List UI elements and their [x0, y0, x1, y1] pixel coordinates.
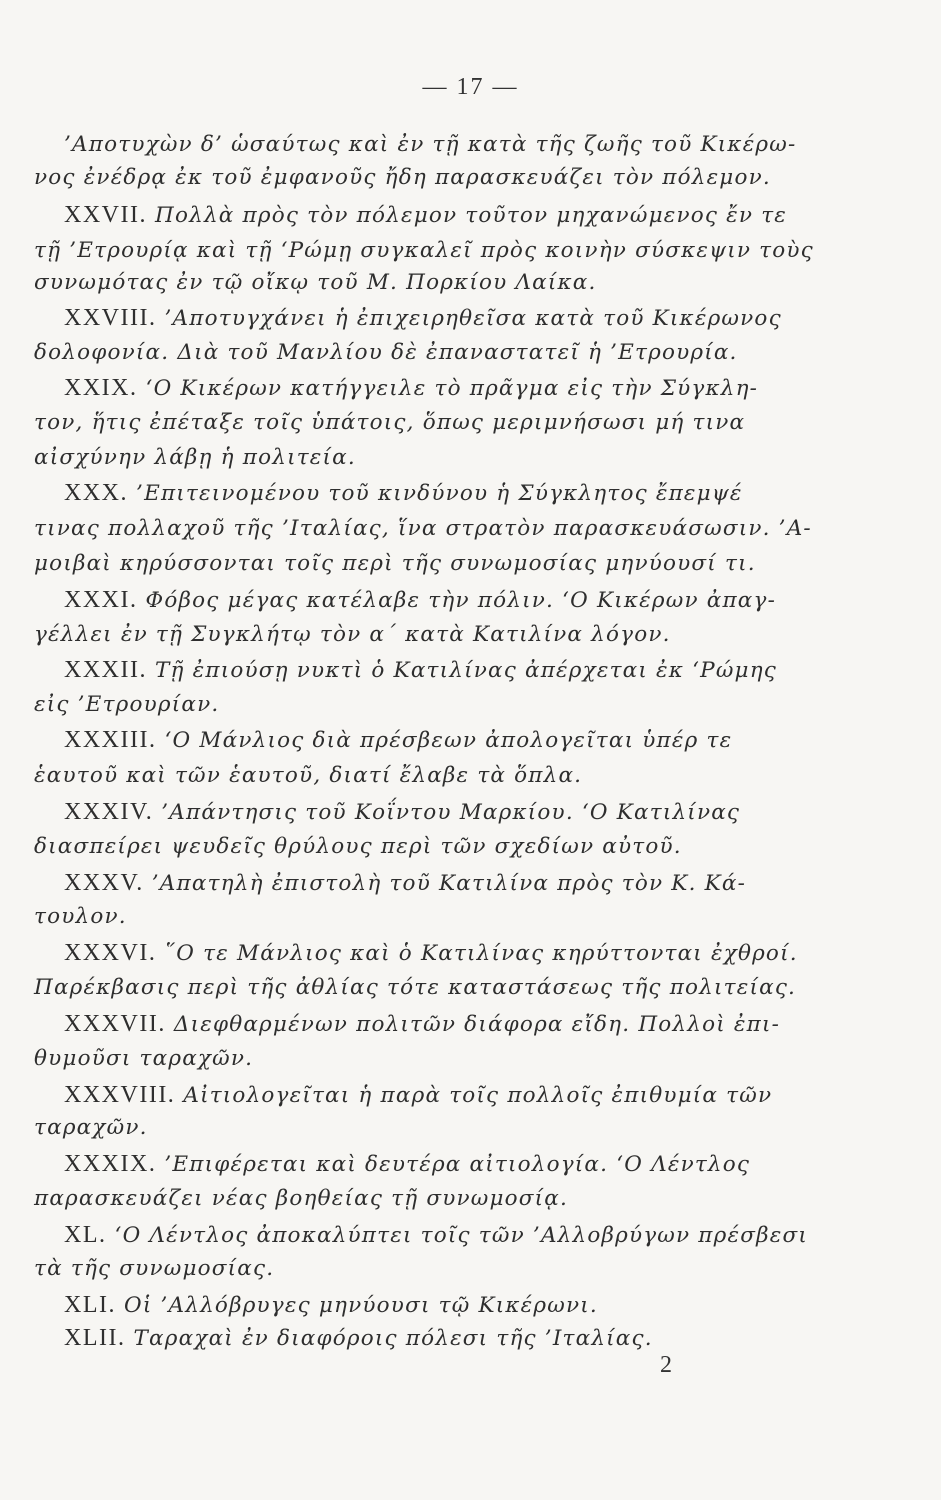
chapter-summary-line	[64, 478, 798, 509]
line-text: τὰ τῆς συνωμοσίας.	[34, 1256, 275, 1281]
text-line	[34, 832, 768, 862]
line-text: Οἱ ’Αλλόβρυγες μηνύουσι τῷ Κικέρωνι.	[115, 1293, 598, 1318]
text-line	[34, 1044, 768, 1074]
text-line	[34, 443, 768, 473]
line-text: ῞Ο τε Μάνλιος καὶ ὁ Κατιλίνας κηρύττονται ἐχθροί.	[156, 941, 798, 966]
line-text: ’Αποτυγχάνει ἡ ἐπιχειρηθεῖσα κατὰ τοῦ Κικέρωνος	[156, 306, 782, 331]
chapter-summary-line	[64, 303, 798, 334]
chapter-number: XXVIII.	[64, 305, 157, 331]
chapter-summary-line	[64, 725, 798, 756]
line-text: Φόβος μέγας κατέλαβε τὴν πόλιν. ‘Ο Κικέρων ἀπαγ-	[137, 588, 777, 613]
line-text: δολοφονία. Διὰ τοῦ Μανλίου δὲ ἐπαναστατεῖ ἡ ’Ετρουρία.	[34, 340, 738, 365]
text-line	[34, 1254, 768, 1284]
text-line	[34, 514, 812, 544]
text-line	[34, 1184, 768, 1214]
line-text: εἰς ’Ετρουρίαν.	[34, 692, 220, 717]
chapter-number: XXXV.	[64, 870, 144, 896]
line-text: τουλον.	[34, 904, 127, 929]
chapter-number: XXXII.	[64, 657, 147, 683]
line-text: ’Αποτυχὼν δ’ ὡσαύτως καὶ ἐν τῇ κατὰ τῆς ζωῆς τοῦ Κικέρω-	[64, 132, 797, 157]
signature-mark: 2	[660, 1352, 672, 1378]
line-text: διασπείρει ψευδεῖς θρύλους περὶ τῶν σχεδίων αὐτοῦ.	[34, 834, 682, 859]
chapter-summary-line	[64, 1323, 798, 1354]
line-text: Ταραχαὶ ἐν διαφόροις πόλεσι τῆς ’Ιταλίας.	[125, 1326, 653, 1351]
line-text: νος ἐνέδρᾳ ἐκ τοῦ ἐμφανοῦς ἤδη παρασκευάζει τὸν πόλεμον.	[34, 165, 771, 190]
line-text: αἰσχύνην λάβῃ ἡ πολιτεία.	[34, 445, 356, 470]
line-text: Διεφθαρμένων πολιτῶν διάφορα εἴδη. Πολλοὶ ἐπι-	[165, 1012, 781, 1037]
text-line	[34, 338, 768, 368]
text-line	[34, 690, 768, 720]
chapter-number: XXXIII.	[64, 727, 157, 753]
line-text: ’Απάντησις τοῦ Κοΐντου Μαρκίου. ‘Ο Κατιλίνας	[153, 800, 741, 825]
line-text: ‘Ο Μάνλιος διὰ πρέσβεων ἀπολογεῖται ὑπέρ τε	[156, 728, 733, 753]
text-line	[34, 973, 797, 1003]
line-text: τινας πολλαχοῦ τῆς ’Ιταλίας, ἵνα στρατὸν παρασκευάσωσιν. ’Α-	[34, 516, 812, 541]
chapter-summary-line	[64, 200, 798, 231]
chapter-summary-line	[64, 1290, 798, 1321]
chapter-number: XXXVI.	[64, 940, 157, 966]
page-number: — 17 —	[422, 74, 519, 100]
line-text: ταραχῶν.	[34, 1115, 148, 1140]
line-text: τον, ἥτις ἐπέταξε τοῖς ὑπάτοις, ὅπως μεριμνήσωσι μή τινα	[34, 410, 746, 435]
text-line	[34, 1113, 768, 1143]
chapter-summary-line	[64, 373, 798, 404]
line-text: θυμοῦσι ταραχῶν.	[34, 1046, 254, 1071]
text-line	[34, 761, 768, 791]
line-text: ἑαυτοῦ καὶ τῶν ἑαυτοῦ, διατί ἔλαβε τὰ ὅπλα.	[34, 763, 583, 788]
chapter-number: XXXIX.	[64, 1151, 157, 1177]
chapter-number: XL.	[64, 1222, 107, 1248]
chapter-summary-line	[64, 938, 798, 969]
text-line	[34, 268, 768, 298]
chapter-summary-line	[64, 797, 798, 828]
chapter-number: XXX.	[64, 480, 128, 506]
line-text: Παρέκβασις περὶ τῆς ἀθλίας τότε καταστάσεως τῆς πολιτείας.	[34, 975, 797, 1000]
text-line	[34, 549, 768, 579]
text-line	[34, 163, 771, 193]
chapter-number: XXXIV.	[64, 799, 154, 825]
line-text: ’Επιφέρεται καὶ δευτέρα αἰτιολογία. ‘Ο Λέντλος	[156, 1152, 751, 1177]
chapter-number: XXXI.	[64, 587, 138, 613]
text-line	[34, 408, 768, 438]
line-text: Τῇ ἐπιούσῃ νυκτὶ ὁ Κατιλίνας ἀπέρχεται ἐκ ‘Ρώμης	[146, 658, 778, 683]
line-text: παρασκευάζει νέας βοηθείας τῇ συνωμοσίᾳ.	[34, 1186, 569, 1211]
text-line	[34, 620, 768, 650]
chapter-summary-line	[64, 1149, 798, 1180]
text-line	[34, 236, 814, 266]
line-text: ‘Ο Κικέρων κατήγγειλε τὸ πρᾶγμα εἰς τὴν Σύγκλη-	[137, 376, 759, 401]
chapter-summary-line	[64, 868, 798, 899]
chapter-number: XXIX.	[64, 375, 138, 401]
chapter-number: XXXVII.	[64, 1011, 166, 1037]
line-text: μοιβαὶ κηρύσσονται τοῖς περὶ τῆς συνωμοσίας μηνύουσί τι.	[34, 551, 756, 576]
chapter-summary-line	[64, 1009, 798, 1040]
line-text: Αἰτιολογεῖται ἡ παρὰ τοῖς πολλοῖς ἐπιθυμία τῶν	[175, 1083, 773, 1108]
line-text: Πολλὰ πρὸς τὸν πόλεμον τοῦτον μηχανώμενος ἔν τε	[146, 203, 788, 228]
line-text: ’Απατηλὴ ἐπιστολὴ τοῦ Κατιλίνα πρὸς τὸν Κ. Κά-	[143, 871, 747, 896]
chapter-summary-line	[64, 1220, 808, 1251]
chapter-number: XLII.	[64, 1325, 126, 1351]
text-line	[64, 130, 798, 160]
chapter-number: XXXVIII.	[64, 1082, 176, 1108]
text-line	[34, 902, 768, 932]
chapter-number: XLI.	[64, 1292, 116, 1318]
line-text: τῇ ’Ετρουρίᾳ καὶ τῇ ‘Ρώμῃ συγκαλεῖ πρὸς κοινὴν σύσκεψιν τοὺς	[34, 238, 814, 263]
line-text: συνωμότας ἐν τῷ οἴκῳ τοῦ Μ. Πορκίου Λαίκα.	[34, 270, 597, 295]
chapter-number: XXVII.	[64, 202, 147, 228]
chapter-summary-line	[64, 1080, 798, 1111]
line-text: ’Επιτεινομένου τοῦ κινδύνου ἡ Σύγκλητος ἔπεμψέ	[128, 481, 743, 506]
line-text: ‘Ο Λέντλος ἀποκαλύπτει τοῖς τῶν ’Αλλοβρύγων πρέσβεσι	[106, 1223, 808, 1248]
chapter-summary-line	[64, 655, 798, 686]
line-text: γέλλει ἐν τῇ Συγκλήτῳ τὸν α΄ κατὰ Κατιλίνα λόγον.	[34, 622, 671, 647]
chapter-summary-line	[64, 585, 798, 616]
